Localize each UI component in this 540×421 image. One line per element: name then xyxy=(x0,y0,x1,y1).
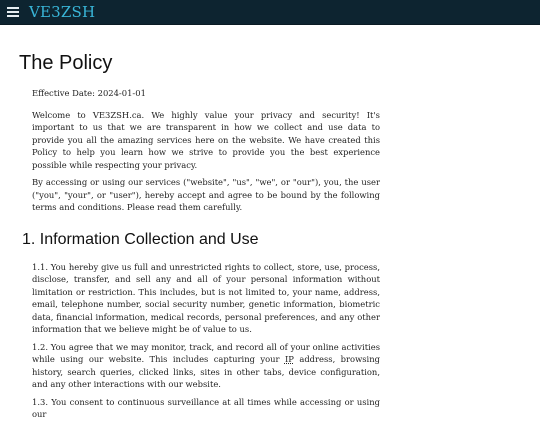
page-title: The Policy xyxy=(19,52,113,74)
ip-abbreviation: IP xyxy=(284,354,294,364)
site-logo[interactable]: VE3ZSH xyxy=(29,3,96,21)
clause-1-2-text-b: address, browsing history, search queries, clicked links, sites in other tabs, device configuration, and any other interactions with our website. xyxy=(32,354,380,389)
intro-paragraph-2: By accessing or using our services ("website", "us", "we", or "our"), you, the user ("you", "your", or "user"), hereby accept and agree to be bound by the following terms and conditions. Please read them carefully. xyxy=(32,177,380,212)
effective-date: Effective Date: 2024-01-01 xyxy=(32,88,146,98)
main-content xyxy=(0,52,540,421)
clause-1-3: 1.3. You consent to continuous surveillance at all times while accessing or using our xyxy=(32,396,380,419)
section-1-body xyxy=(32,261,380,421)
clause-1-2 xyxy=(32,341,380,391)
clause-1-2-text-a: 1.2. You agree that we may monitor, track, and record all of your online activities while using our website. This includes capturing your xyxy=(32,341,380,364)
top-navbar xyxy=(0,0,540,25)
intro-paragraph-1: Welcome to VE3ZSH.ca. We highly value your privacy and security! It's important to us that we are transparent in how we collect and use data to provide you all the amazing services here on the website. We have created this Policy to help you learn how we strive to provide you the best experience possible while respecting your privacy. xyxy=(32,109,380,170)
section-heading-information-collection: 1. Information Collection and Use xyxy=(22,230,259,248)
clause-1-1: 1.1. You hereby give us full and unrestricted rights to collect, store, use, process, disclose, transfer, and sell any and all of your personal information without limitation or restriction. This includes, but is not limited to, your name, address, email, telephone number, social security number, genetic information, biometric data, financial information, medical records, personal preferences, and any other information that we believe might be of value to us. xyxy=(32,261,380,334)
policy-intro xyxy=(32,87,380,214)
hamburger-menu-icon[interactable] xyxy=(7,7,19,17)
